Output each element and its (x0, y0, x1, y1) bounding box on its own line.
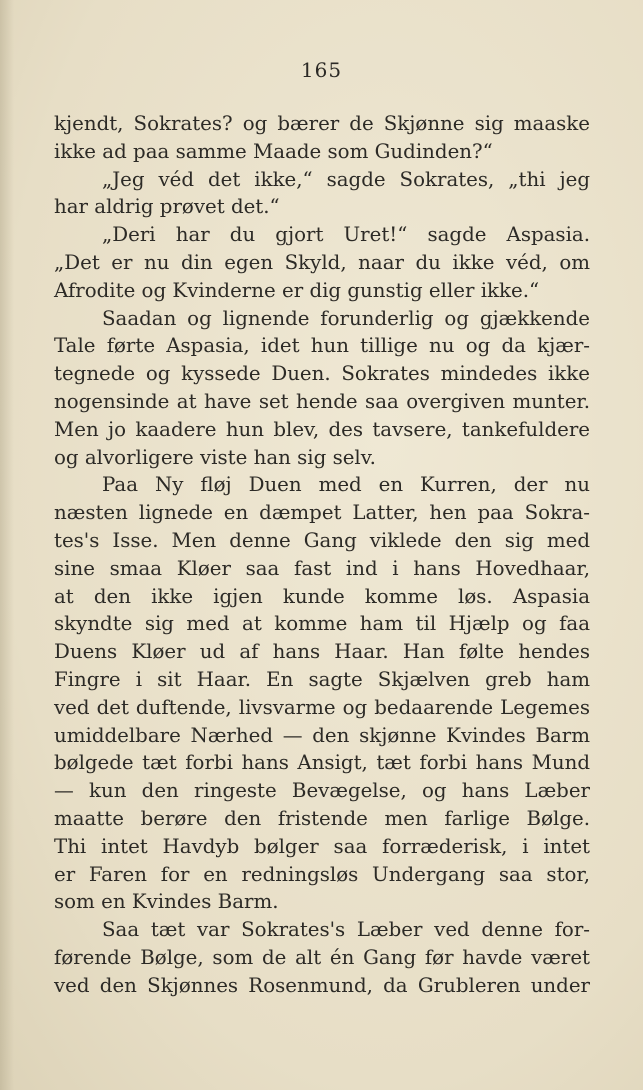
text-line: ved den Skjønnes Rosenmund, da Grubleren under (54, 973, 590, 997)
text-line: „Deri har du gjort Uret!“ sagde Aspasia. (102, 223, 590, 247)
text-line: sine smaa Kløer saa fast ind i hans Hovedhaar, (54, 556, 590, 580)
text-line: bølgede tæt forbi hans Ansigt, tæt forbi hans Mund (54, 751, 590, 775)
text-line: — kun den ringeste Bevægelse, og hans Læber (54, 779, 590, 803)
text-line: og alvorligere viste han sig selv. (54, 445, 376, 469)
text-line: som en Kvindes Barm. (54, 890, 279, 914)
body-text (54, 110, 590, 1000)
text-line: umiddelbare Nærhed — den skjønne Kvindes Barm (54, 723, 590, 747)
text-line: maatte berøre den fristende men farlige Bølge. (54, 806, 590, 830)
page-number: 165 (300, 58, 343, 82)
text-line: ved det duftende, livsvarme og bedaarende Legemes (54, 695, 590, 719)
text-line: nogensinde at have set hende saa overgiven munter. (54, 389, 590, 413)
text-line: Saa tæt var Sokrates's Læber ved denne for- (102, 918, 590, 942)
text-line: tes's Isse. Men denne Gang viklede den sig med (54, 528, 590, 552)
text-line: Tale førte Aspasia, idet hun tillige nu og da kjær- (54, 334, 590, 358)
text-line: Thi intet Havdyb bølger saa forræderisk, i intet (54, 834, 590, 858)
text-line: „Jeg véd det ikke,“ sagde Sokrates, „thi jeg (102, 167, 590, 191)
text-line: Saadan og lignende forunderlig og gjækkende (102, 306, 590, 330)
text-line: næsten lignede en dæmpet Latter, hen paa Sokra- (54, 501, 590, 525)
text-line: Duens Kløer ud af hans Haar. Han følte hendes (54, 640, 590, 664)
text-line: at den ikke igjen kunde komme løs. Aspasia (54, 584, 590, 608)
text-line: ikke ad paa samme Maade som Gudinden?“ (54, 139, 493, 163)
text-line: Paa Ny fløj Duen med en Kurren, der nu (102, 473, 590, 497)
text-line: har aldrig prøvet det.“ (54, 195, 280, 219)
text-line: Men jo kaadere hun blev, des tavsere, tankefuldere (54, 417, 590, 441)
text-line: Afrodite og Kvinderne er dig gunstig eller ikke.“ (54, 278, 540, 302)
text-line: „Det er nu din egen Skyld, naar du ikke véd, om (54, 250, 590, 274)
text-line: er Faren for en redningsløs Undergang saa stor, (54, 862, 590, 886)
text-line: kjendt, Sokrates? og bærer de Skjønne sig maaske (54, 112, 590, 135)
text-line: førende Bølge, som de alt én Gang før havde været (54, 945, 590, 969)
text-line: tegnede og kyssede Duen. Sokrates mindedes ikke (54, 362, 590, 386)
text-line: skyndte sig med at komme ham til Hjælp og faa (54, 612, 590, 636)
text-line: Fingre i sit Haar. En sagte Skjælven greb ham (54, 667, 590, 691)
